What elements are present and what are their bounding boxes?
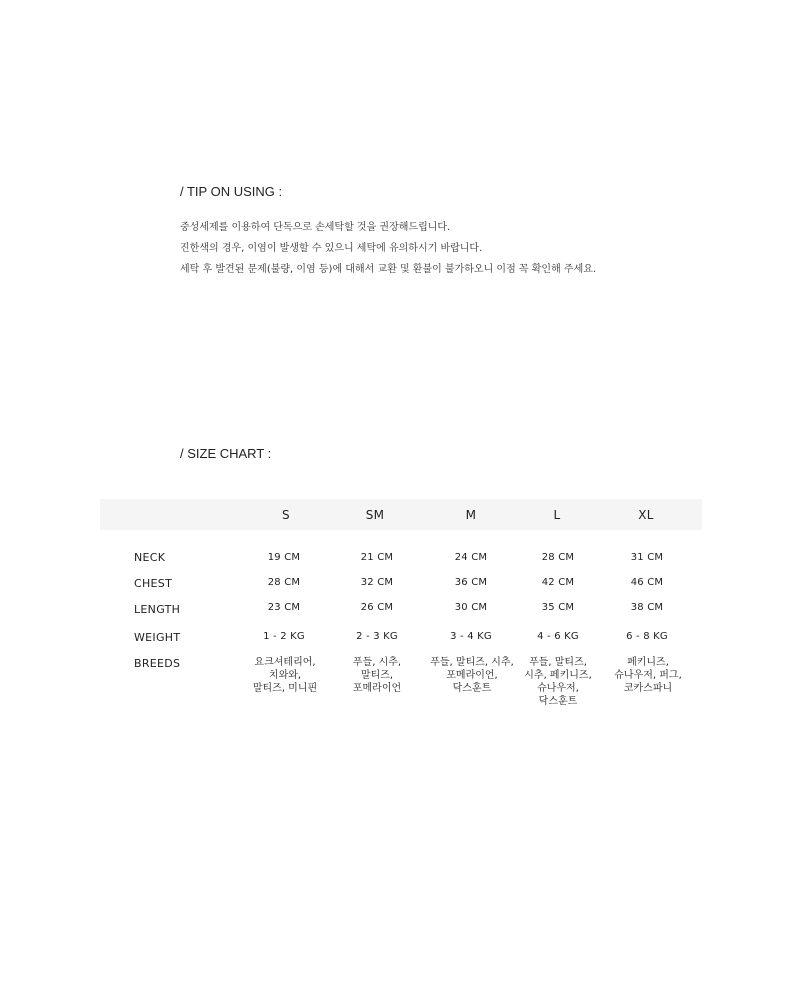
table-cell: 3 - 4 KG bbox=[450, 631, 492, 642]
table-cell: 19 CM bbox=[267, 552, 301, 563]
table-cell: 26 CM bbox=[360, 602, 394, 613]
table-cell: 32 CM bbox=[360, 577, 394, 588]
row-label-chest: CHEST bbox=[134, 577, 173, 590]
tip-line: 세탁 후 발견된 문제(불량, 이염 등)에 대해서 교환 및 환불이 불가하오니 이점 꼭 확인해 주세요. bbox=[180, 264, 597, 275]
tip-section-title: / TIP ON USING : bbox=[180, 184, 283, 199]
table-cell: 35 CM bbox=[541, 602, 575, 613]
table-cell: 푸들, 말티즈, 시추, 페키니즈, 슈나우저, 닥스훈트 bbox=[524, 657, 592, 707]
size-chart-title: / SIZE CHART : bbox=[180, 446, 272, 461]
size-header-xl: XL bbox=[638, 508, 654, 522]
tip-line: 중성세제를 이용하여 단독으로 손세탁할 것을 권장해드립니다. bbox=[180, 222, 451, 233]
table-cell: 38 CM bbox=[630, 602, 664, 613]
table-cell: 30 CM bbox=[454, 602, 488, 613]
size-header-s: S bbox=[282, 508, 290, 522]
row-label-weight: WEIGHT bbox=[134, 631, 181, 644]
table-cell: 4 - 6 KG bbox=[537, 631, 579, 642]
table-cell: 21 CM bbox=[360, 552, 394, 563]
table-cell: 2 - 3 KG bbox=[356, 631, 398, 642]
table-cell: 6 - 8 KG bbox=[626, 631, 668, 642]
table-cell: 28 CM bbox=[267, 577, 301, 588]
table-cell: 31 CM bbox=[630, 552, 664, 563]
table-cell: 푸들, 시추, 말티즈, 포메라이언 bbox=[352, 657, 402, 694]
table-cell: 23 CM bbox=[267, 602, 301, 613]
table-cell: 1 - 2 KG bbox=[263, 631, 305, 642]
table-cell: 페키니즈, 슈나우저, 퍼그, 코카스파니 bbox=[614, 657, 682, 694]
size-header-l: L bbox=[553, 508, 561, 522]
table-cell: 28 CM bbox=[541, 552, 575, 563]
row-label-neck: NECK bbox=[134, 551, 166, 564]
tip-line: 진한색의 경우, 이염이 발생할 수 있으니 세탁에 유의하시기 바랍니다. bbox=[180, 243, 483, 254]
size-chart-header-bar bbox=[100, 499, 702, 530]
table-cell: 46 CM bbox=[630, 577, 664, 588]
table-cell: 36 CM bbox=[454, 577, 488, 588]
tip-list bbox=[180, 217, 740, 280]
row-label-length: LENGTH bbox=[134, 603, 181, 616]
size-header-m: M bbox=[465, 508, 477, 522]
table-cell: 42 CM bbox=[541, 577, 575, 588]
row-label-breeds: BREEDS bbox=[134, 657, 181, 670]
size-header-sm: SM bbox=[365, 508, 385, 522]
table-cell: 24 CM bbox=[454, 552, 488, 563]
table-cell: 푸들, 말티즈, 시추, 포메라이언, 닥스훈트 bbox=[430, 657, 514, 694]
table-cell: 요크셔테리어, 치와와, 말티즈, 미니핀 bbox=[252, 657, 318, 694]
